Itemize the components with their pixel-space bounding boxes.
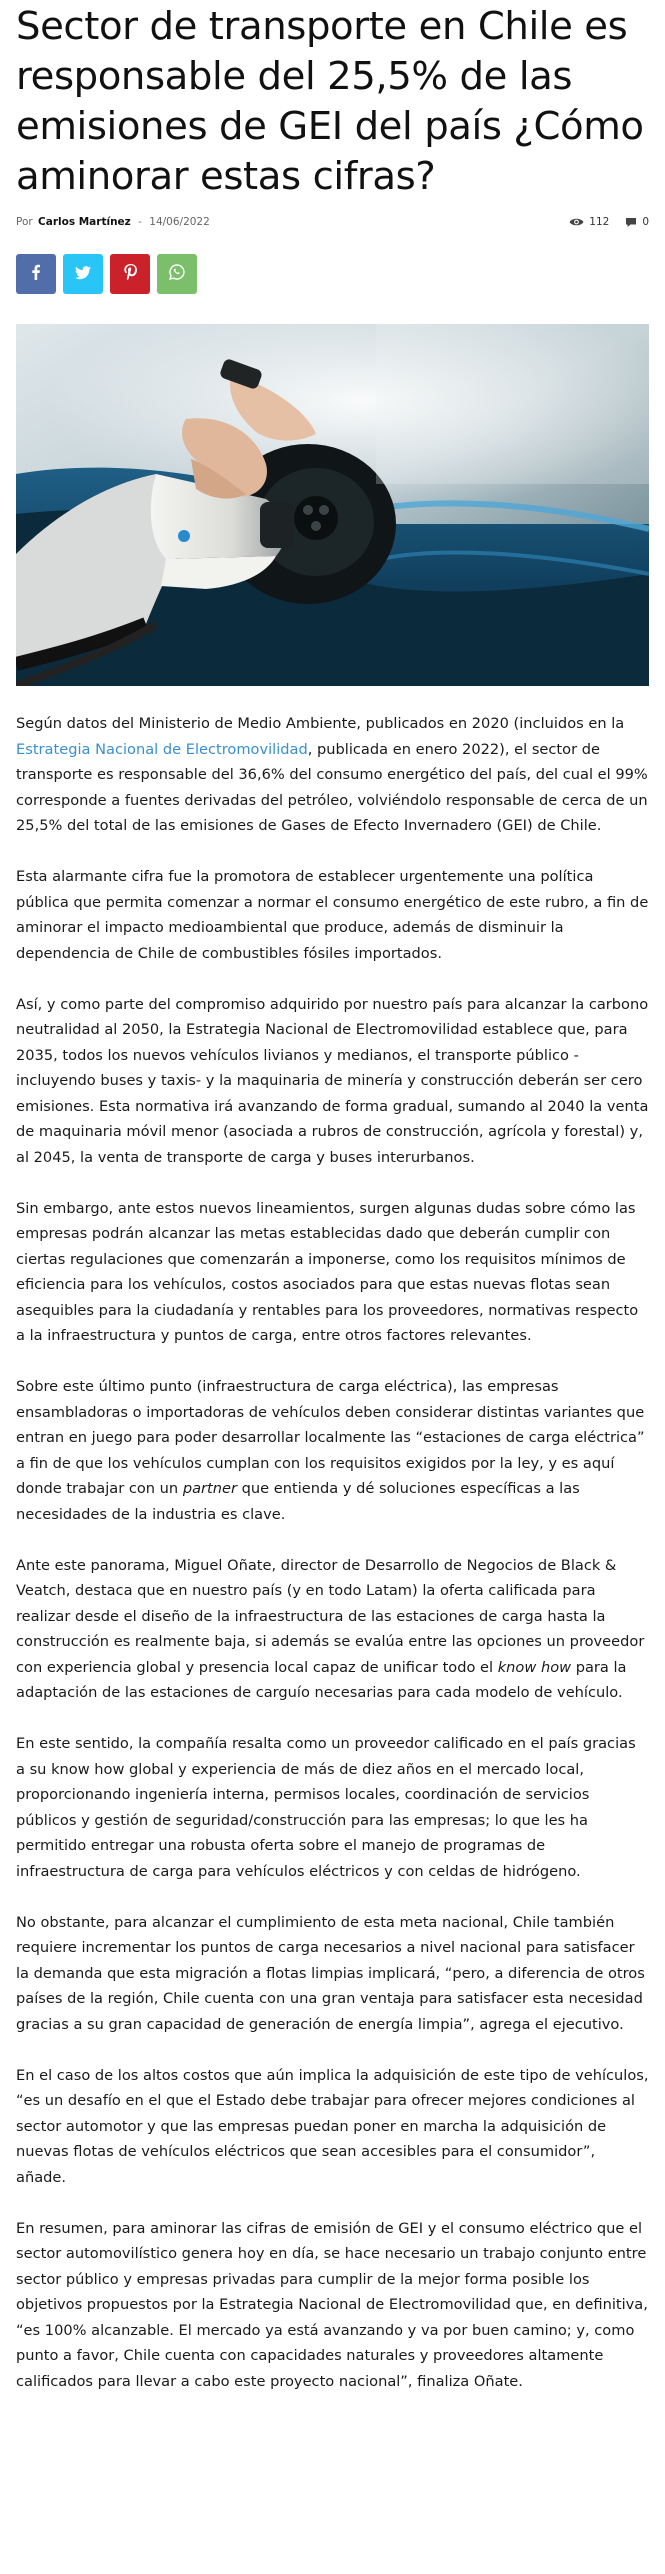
paragraph: Así, y como parte del compromiso adquirido por nuestro país para alcanzar la carbono neutralidad al 2050, la Estrategia Nacional de Electromovilidad establece que, para 2035, todos los nuevos vehículos livianos y medianos, el transporte público -incluyendo buses y taxis- y la maquinaria de minería y construcción deberán ser cero emisiones. Esta normativa irá avanzando de forma gradual, sumando al 2040 la venta de maquinaria móvil menor (asociada a rubros de construcción, agrícola y forestal) y, al 2045, la venta de transporte de carga y buses interurbanos. — [16, 995, 649, 1166]
comments-count: 0 — [642, 216, 649, 228]
whatsapp-icon — [169, 264, 185, 284]
paragraph: En el caso de los altos costos que aún implica la adquisición de este tipo de vehículos, “es un desafío en el que el Estado debe trabajar para ofrecer mejores condiciones al sector automotor y que las empresas puedan poner en marcha la adquisición de nuevas flotas de vehículos eléctricos que sean accesibles para el consumidor”, añade. — [16, 2066, 649, 2186]
paragraph: En resumen, para aminorar las cifras de emisión de GEI y el consumo eléctrico que el sector automovilístico genera hoy en día, se hace necesario un trabajo conjunto entre sector público y empresas privadas para cumplir de la mejor forma posible los objetivos propuestos por la Estrategia Nacional de Electromovilidad que, en definitiva, “es 100% alcanzable. El mercado ya está avanzando y va por buen camino; y, como punto a favor, Chile cuenta con capacidades naturales y proveedores altamente calificados para llevar a cabo este proyecto nacional”, finaliza Oñate. — [16, 2219, 648, 2390]
author-link[interactable]: Carlos Martínez — [38, 216, 131, 228]
ev-charging-illustration — [16, 324, 649, 686]
paragraph-text: Sobre este último punto (infraestructura de carga eléctrica), las empresas ensambladoras o importadoras de vehículos deben considerar distintas variantes que entran en juego para poder desarrollar localmente las “estaciones de carga eléctrica” a fin de que los vehículos cumplan con los requisitos exigidos por la ley, y es aquí donde trabajar con un — [16, 1378, 645, 1497]
twitter-share-button[interactable] — [63, 254, 103, 294]
paragraph — [16, 1374, 649, 1527]
comments-stat[interactable] — [625, 216, 649, 228]
facebook-icon — [28, 264, 44, 284]
eye-icon — [569, 217, 584, 227]
paragraph: Sin embargo, ante estos nuevos lineamientos, surgen algunas dudas sobre cómo las empresas podrán alcanzar las metas establecidas dado que deberán cumplir con ciertas regulaciones que comenzarán a imponerse, como los requisitos mínimos de eficiencia para los vehículos, costos asociados para que estas nuevas flotas sean asequibles para la ciudadanía y rentables para los proveedores, normativas respecto a la infraestructura y puntos de carga, entre otros factores relevantes. — [16, 1199, 639, 1344]
hero-image — [16, 324, 649, 686]
meta-separator: - — [138, 216, 142, 228]
byline-prefix: Por — [16, 216, 33, 228]
paragraph-text: para la adaptación de las estaciones de carguío necesarias para cada modelo de vehículo. — [16, 1658, 627, 1701]
paragraph — [16, 1553, 649, 1706]
paragraph-text: , publicada en enero 2022), el sector de transporte es responsable del 36,6% del consumo energético del país, del cual el 99% corresponde a fuentes derivadas del petróleo, volviéndolo responsable de cerca de un 25,5% del total de las emisiones de Gases de Efecto Invernadero (GEI) de Chile. — [16, 740, 648, 834]
article-meta — [16, 216, 649, 234]
paragraph: Esta alarmante cifra fue la promotora de establecer urgentemente una política pública que permita comenzar a normar el consumo energético de este rubro, a fin de aminorar el impacto medioambiental que produce, además de disminuir la dependencia de Chile de combustibles fósiles importados. — [16, 868, 649, 962]
twitter-icon — [75, 265, 91, 284]
share-buttons — [16, 254, 649, 294]
paragraph-text: que entienda y dé soluciones específicas a las necesidades de la industria es clave. — [16, 1480, 580, 1523]
emphasis-text: partner — [182, 1480, 237, 1497]
pinterest-share-button[interactable] — [110, 254, 150, 294]
paragraph-text: Según datos del Ministerio de Medio Ambiente, publicados en 2020 (incluidos en la — [16, 715, 625, 732]
views-count: 112 — [589, 216, 610, 228]
article-stats — [569, 216, 649, 228]
facebook-share-button[interactable] — [16, 254, 56, 294]
pinterest-icon — [124, 264, 137, 284]
comment-icon — [625, 217, 637, 228]
paragraph-text: Ante este panorama, Miguel Oñate, director de Desarrollo de Negocios de Black & Veatch, destaca que en nuestro país (y en todo Latam) la oferta calificada para realizar desde el diseño de la infraestructura de las estaciones de carga hasta la construcción es realmente baja, si además se evalúa entre las opciones un proveedor con experiencia global y presencia local capaz de unificar todo el — [16, 1556, 645, 1676]
paragraph — [16, 711, 649, 839]
article-container — [16, 0, 649, 2420]
paragraph: En este sentido, la compañía resalta como un proveedor calificado en el país gracias a su know how global y experiencia de más de diez años en el mercado local, proporcionando ingeniería interna, permisos locales, coordinación de servicios públicos y gestión de seguridad/construcción para las empresas; lo que les ha permitido entregar una robusta oferta sobre el manejo de programas de infraestructura de carga para vehículos eléctricos y con celdas de hidrógeno. — [16, 1735, 636, 1880]
article-title: Sector de transporte en Chile es responsable del 25,5% de las emisiones de GEI del país ¿Cómo aminorar estas cifras? — [16, 4, 644, 199]
publish-date: 14/06/2022 — [149, 216, 210, 228]
whatsapp-share-button[interactable] — [157, 254, 197, 294]
paragraph: No obstante, para alcanzar el cumplimiento de esta meta nacional, Chile también requiere incrementar los puntos de carga necesarios a nivel nacional para satisfacer la demanda que esta migración a flotas limpias implicará, “pero, a diferencia de otros países de la región, Chile cuenta con una gran ventaja para satisfacer esta necesidad gracias a su gran capacidad de generación de energía limpia”, agrega el ejecutivo. — [16, 1913, 645, 2033]
emphasis-text: know how — [497, 1658, 572, 1676]
views-stat — [569, 216, 609, 228]
article-body — [16, 711, 649, 2394]
strategy-link[interactable]: Estrategia Nacional de Electromovilidad — [16, 740, 308, 758]
